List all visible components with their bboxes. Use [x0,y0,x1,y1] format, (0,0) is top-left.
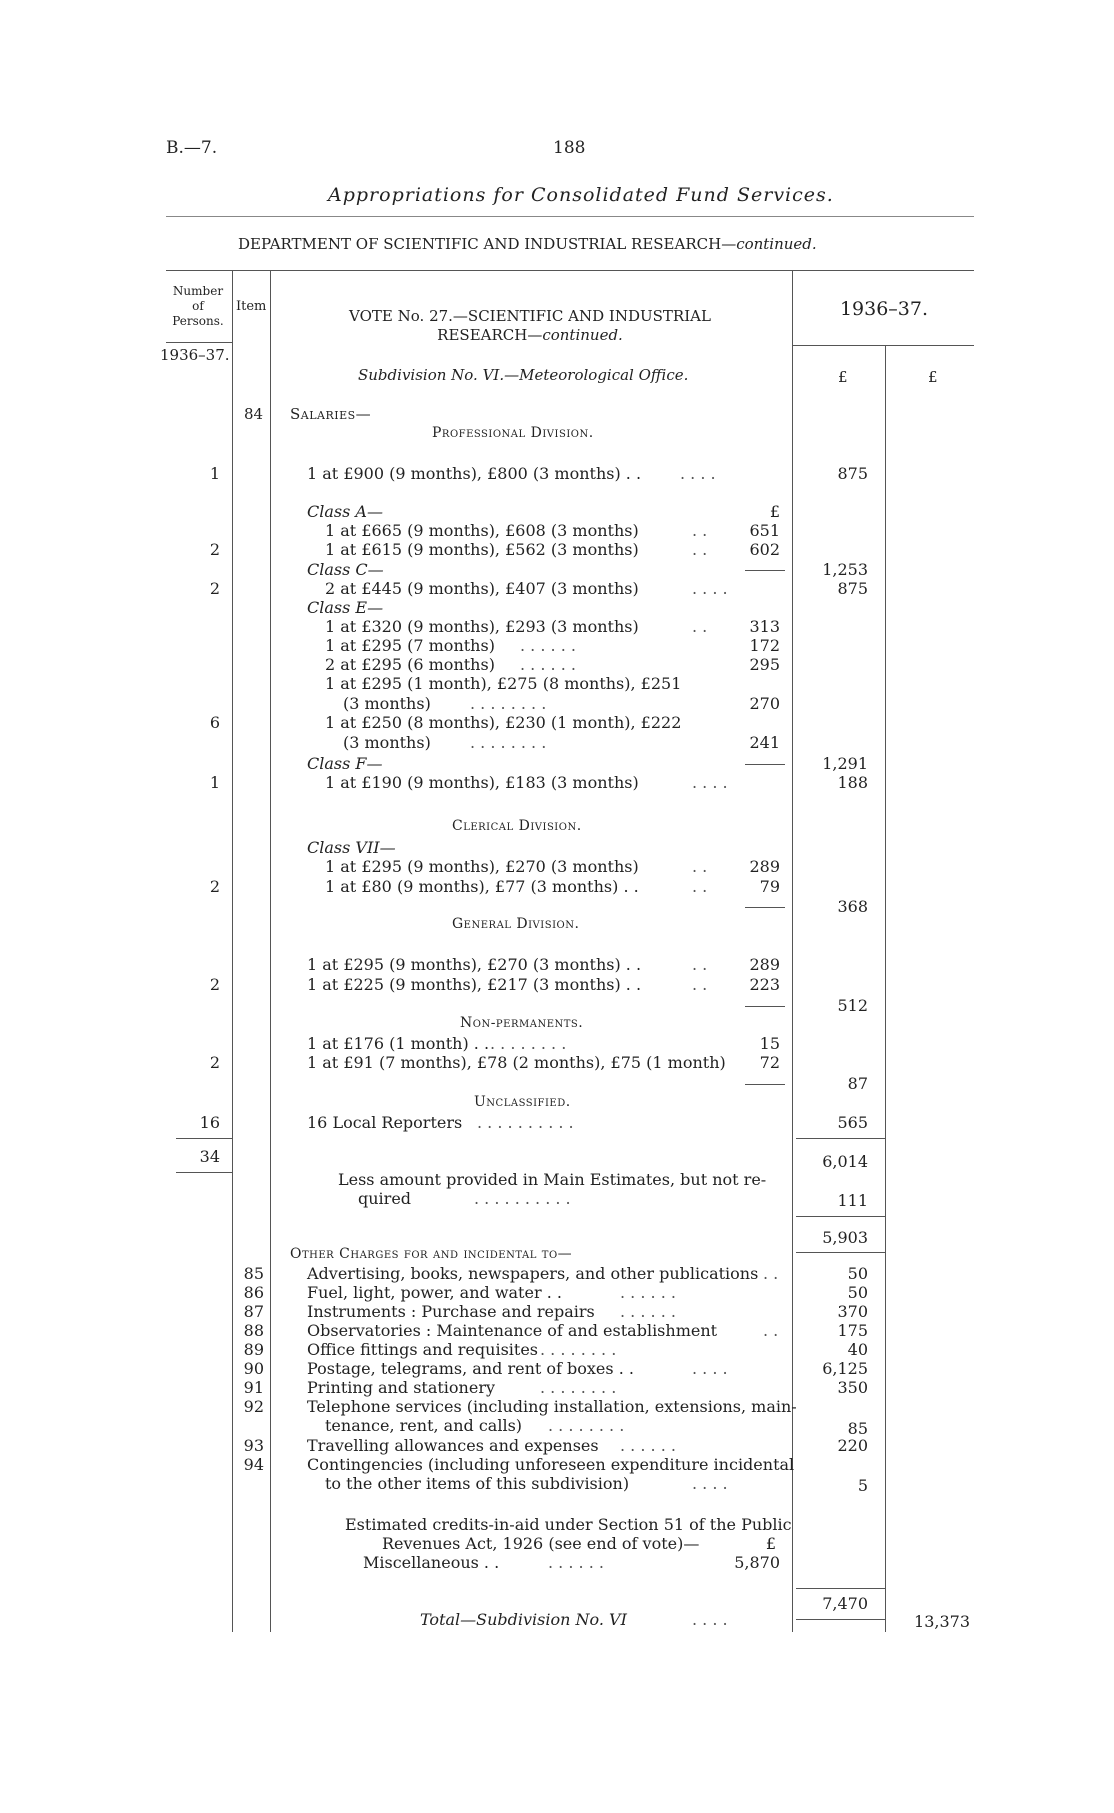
salary-line: 1 at £320 (9 months), £293 (3 months) [325,617,639,636]
salary-line: 1 at £176 (1 month) . . [307,1034,490,1053]
charge-line: Telephone services (including installation, extensions, main- [307,1397,797,1416]
section-heading: General Division. [452,916,580,932]
sub-amount: 289 [749,857,780,876]
sub-amount: 79 [759,877,780,896]
leader-dots: . . [763,1264,779,1283]
salary-line: 2 at £445 (9 months), £407 (3 months) [325,579,639,598]
less-amount-line: Less amount provided in Main Estimates, but not re- [338,1170,767,1189]
leader-dots: . . . . . . [548,1553,604,1572]
salary-line: 1 at £295 (7 months) [325,636,495,655]
class-heading: Class VII— [307,838,396,857]
amount: 111 [837,1191,868,1210]
amount-total-rule [796,1216,885,1217]
salary-line: 1 at £250 (8 months), £230 (1 month), £222 [325,713,682,732]
amount: 6,014 [822,1152,868,1171]
sub-amount: 223 [749,975,780,994]
department-heading: DEPARTMENT OF SCIENTIFIC AND INDUSTRIAL RESEARCH—continued. [238,235,817,253]
title-rule [166,216,974,217]
leader-dots: . . [692,521,708,540]
salary-line-cont: (3 months) [343,733,431,752]
charge-line: Contingencies (including unforeseen expenditure incidental [307,1455,795,1474]
sum-rule [745,1006,785,1007]
amount: 1,253 [822,560,868,579]
amount: 370 [837,1302,868,1321]
other-charges-heading: Other Charges for and incidental to— [290,1246,573,1262]
leader-dots: . . . . . . [520,636,576,655]
amount: 1,291 [822,754,868,773]
persons-count: 2 [209,579,220,598]
item-number: 91 [243,1378,264,1397]
sum-rule [745,570,785,571]
sub-amount: 241 [749,733,780,752]
salary-line: 2 at £295 (6 months) [325,655,495,674]
sub-amount: 313 [749,617,780,636]
amount: 5 [857,1476,868,1495]
sub-amount: 270 [749,694,780,713]
item-column-header: Item [236,299,267,314]
amount: 565 [837,1113,868,1132]
leader-dots: . . . . [680,464,716,483]
persons-count: 2 [209,877,220,896]
leader-dots: . . . . . . . . [470,694,547,713]
item-number: 86 [243,1283,264,1302]
col-rule [792,270,793,1632]
table-top-rule [166,270,974,271]
leader-dots: . . . . . . . . [540,1378,617,1397]
persons-count: 1 [209,773,220,792]
leader-dots: . . . . [692,1359,728,1378]
persons-year: 1936–37. [160,346,230,364]
page-title: Appropriations for Consolidated Fund Services. [328,184,834,206]
less-amount-line: quired [358,1189,412,1208]
amount: 350 [837,1378,868,1397]
amount: 875 [837,464,868,483]
leader-dots: . . . . [692,1610,728,1629]
charge-line-cont: to the other items of this subdivision) [325,1474,630,1493]
leader-dots: . . [692,877,708,896]
section-heading: Non-permanents. [460,1015,584,1031]
salary-line: 1 at £665 (9 months), £608 (3 months) [325,521,639,540]
salary-line: 1 at £80 (9 months), £77 (3 months) . . [325,877,639,896]
persons-count: 2 [209,540,220,559]
persons-count: 2 [209,1053,220,1072]
col-rule [270,270,271,1632]
col-rule [885,345,886,1632]
leader-dots: . . [692,540,708,559]
leader-dots: . . . . . . . . [470,733,547,752]
leader-dots: . . [692,975,708,994]
section-heading: Unclassified. [474,1094,571,1110]
leader-dots: . . . . . . [620,1283,676,1302]
sub-amount: 72 [759,1053,780,1072]
persons-count: 1 [209,464,220,483]
amount: 50 [847,1264,868,1283]
pound-column-2: £ [928,368,938,386]
charge-line: Observatories : Maintenance of and establishment [307,1321,718,1340]
charge-line: Printing and stationery [307,1378,496,1397]
header-rule [792,345,974,346]
persons-total-rule [176,1172,232,1173]
amount: 512 [837,996,868,1015]
salary-line-cont: (3 months) [343,694,431,713]
leader-dots: . . . . . . . . . . [477,1113,574,1132]
charges-total: 7,470 [822,1594,868,1613]
amount-total-rule [796,1252,885,1253]
persons-count: 6 [209,713,220,732]
subdivision-title: Subdivision No. VI.—Meteorological Office. [358,366,689,384]
item-number: 85 [243,1264,264,1283]
salaries-heading: Salaries— [290,405,372,423]
charge-line: Travelling allowances and expenses [307,1436,599,1455]
class-heading: Class C— [307,560,384,579]
salary-line: 1 at £295 (9 months), £270 (3 months) [325,857,639,876]
charge-line: Office fittings and requisites [307,1340,538,1359]
persons-total-rule [176,1138,232,1139]
sub-amount: 289 [749,955,780,974]
vote-heading: VOTE No. 27.—SCIENTIFIC AND INDUSTRIAL RESEARCH—continued. [349,307,711,344]
col-rule [232,342,233,1632]
amount: 220 [837,1436,868,1455]
amount: 50 [847,1283,868,1302]
credits-in-aid-line: Revenues Act, 1926 (see end of vote)— [382,1534,700,1553]
credits-in-aid-line: Estimated credits-in-aid under Section 51 of the Public [345,1515,792,1534]
amount: 175 [837,1321,868,1340]
section-heading: Clerical Division. [452,818,582,834]
sum-rule [745,1084,785,1085]
leader-dots: . . [692,955,708,974]
page-number: 188 [553,138,586,158]
class-heading: Class E— [307,598,384,617]
leader-dots: . . . . . . . . [540,1340,617,1359]
sub-amount: 651 [749,521,780,540]
sum-rule [745,907,785,908]
grand-total: 13,373 [914,1612,970,1631]
item-number: 84 [244,405,264,423]
pound-sign: £ [769,502,780,521]
salary-line: 1 at £900 (9 months), £800 (3 months) . . [307,464,642,483]
leader-dots: . . . . . . . . [548,1416,625,1435]
salary-line: 1 at £225 (9 months), £217 (3 months) . . [307,975,642,994]
item-number: 87 [243,1302,264,1321]
section-heading: Professional Division. [432,425,594,441]
item-number: 89 [243,1340,264,1359]
salary-line: 16 Local Reporters [307,1113,463,1132]
pound-column-1: £ [838,368,848,386]
leader-dots: . . . . . . [620,1302,676,1321]
sub-amount: 15 [759,1034,780,1053]
amount: 85 [847,1419,868,1438]
charge-line: Fuel, light, power, and water . . [307,1283,562,1302]
sum-rule [745,764,785,765]
leader-dots: . . . . . . . . [490,1034,567,1053]
leader-dots: . . [763,1321,779,1340]
amount-total-rule [796,1588,885,1589]
sub-amount: 172 [749,636,780,655]
amount-total-rule [796,1138,885,1139]
persons-total: 34 [199,1147,220,1166]
leader-dots: . . . . [692,579,728,598]
charge-line: Instruments : Purchase and repairs [307,1302,595,1321]
amount: 188 [837,773,868,792]
item-number: 90 [243,1359,264,1378]
credits-amount: 5,870 [734,1553,780,1572]
amount: 875 [837,579,868,598]
item-number: 88 [243,1321,264,1340]
salary-line: 1 at £295 (1 month), £275 (8 months), £251 [325,674,682,693]
subdivision-total-label: Total—Subdivision No. VI [420,1610,627,1629]
report-reference: B.—7. [166,138,218,158]
amount: 40 [847,1340,868,1359]
estimate-year: 1936–37. [839,298,929,320]
salary-line: 1 at £190 (9 months), £183 (3 months) [325,773,639,792]
salary-line: 1 at £91 (7 months), £78 (2 months), £75 (1 month) [307,1053,726,1072]
charge-line: Advertising, books, newspapers, and other publications [307,1264,759,1283]
leader-dots: . . . . . . . . . . [474,1189,571,1208]
leader-dots: . . . . . . [520,655,576,674]
amount: 87 [847,1074,868,1093]
amount-total-rule [796,1619,885,1620]
salary-line: 1 at £615 (9 months), £562 (3 months) [325,540,639,559]
sub-amount: 602 [749,540,780,559]
leader-dots: . . . . [692,773,728,792]
credits-in-aid-line: Miscellaneous . . [363,1553,500,1572]
item-number: 94 [243,1455,264,1474]
persons-count: 16 [199,1113,220,1132]
item-number: 93 [243,1436,264,1455]
persons-column-header: Number of Persons. [172,284,224,328]
class-heading: Class A— [307,502,383,521]
amount: 6,125 [822,1359,868,1378]
amount: 368 [837,897,868,916]
amount: 5,903 [822,1228,868,1247]
charge-line-cont: tenance, rent, and calls) [325,1416,523,1435]
leader-dots: . . . . [692,1474,728,1493]
leader-dots: . . [692,857,708,876]
col-rule [232,270,233,342]
persons-count: 2 [209,975,220,994]
sub-amount: 295 [749,655,780,674]
salary-line: 1 at £295 (9 months), £270 (3 months) . . [307,955,642,974]
class-heading: Class F— [307,754,383,773]
charge-line: Postage, telegrams, and rent of boxes . . [307,1359,634,1378]
header-rule [166,342,232,343]
leader-dots: . . [692,617,708,636]
item-number: 92 [243,1397,264,1416]
leader-dots: . . . . . . [620,1436,676,1455]
pound-sign: £ [765,1534,776,1553]
